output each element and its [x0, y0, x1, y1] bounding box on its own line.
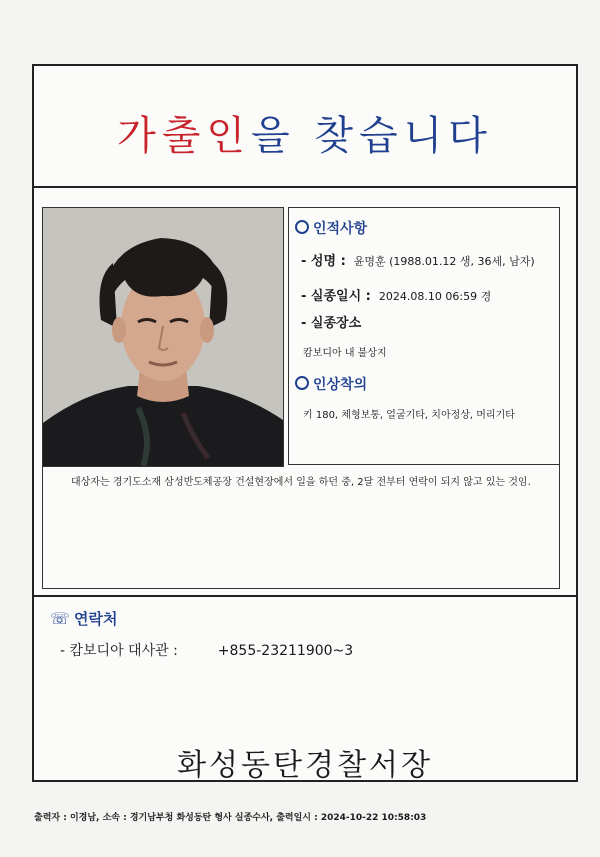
appearance-value: 키 180, 체형보통, 얼굴기타, 치아정상, 머리기타 [303, 410, 515, 421]
appearance-heading: 인상착의 [295, 374, 367, 394]
note-text: 대상자는 경기도소재 삼성반도체공장 건설현장에서 일을 하던 중, 2달 전부터 연락이 되지 않고 있는 것임. [71, 477, 531, 488]
contact-phone: +855-23211900~3 [217, 643, 354, 659]
note-box [42, 465, 560, 589]
circle-icon [295, 220, 309, 234]
name-row [301, 250, 535, 269]
portrait-illustration [43, 208, 283, 466]
contact-heading: ☏ 연락처 [50, 609, 118, 628]
police-station-name: 화성동탄경찰서장 [177, 748, 433, 783]
missing-place-label: - 실종장소 [301, 316, 362, 331]
person-photo [42, 207, 284, 467]
title-box [34, 66, 576, 188]
title-missing-person: 가출인 [117, 113, 251, 159]
name-value: 윤명훈 (1988.01.12 생, 36세, 남자) [353, 255, 535, 268]
missing-place-value: 캄보디아 내 불상지 [303, 348, 387, 359]
info-panel [288, 207, 560, 465]
poster-title [34, 104, 576, 161]
print-info: 출력자 : 이경남, 소속 : 경기남부청 화성동탄 형사 실종수사, 출력일시 : 2024-10-22 10:58:03 [34, 813, 427, 823]
circle-icon [295, 376, 309, 390]
personal-info-heading: 인적사항 [295, 218, 367, 238]
contact-label: - 캄보디아 대사관 : [60, 643, 178, 659]
phone-icon: ☏ [50, 609, 71, 628]
title-looking-for: 을 찾습니다 [251, 113, 493, 159]
missing-place-row [301, 312, 369, 331]
missing-time-label: - 실종일시 : [301, 289, 371, 304]
missing-time-value: 2024.08.10 06:59 경 [378, 290, 492, 303]
missing-time-row [301, 285, 491, 304]
name-label: - 성명 : [301, 254, 346, 269]
